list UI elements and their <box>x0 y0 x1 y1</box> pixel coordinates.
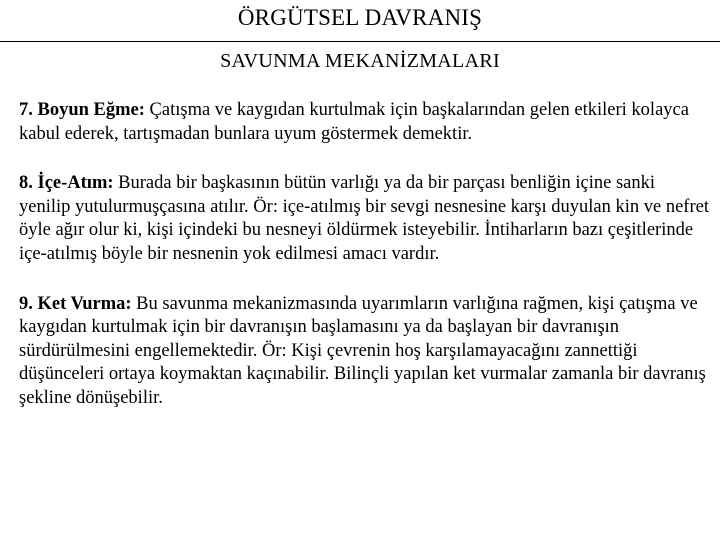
definition-text: Burada bir başkasının bütün varlığı ya da bir parçası benliğin içine sanki yenilip yutulurmuşçasına atılır. Ör: içe-atılmış bir sevgi nesnesine karşı duyulan kin ve nefret öyle ağır olur ki, kişi içindeki bu nesneyi öldürmek isteyebilir. İntiharların bazı çeşitlerinde içe-atılmış böyle bir nesnenin yok edilmesi amacı vardır. <box>19 173 709 264</box>
section-subtitle: SAVUNMA MEKANİZMALARI <box>220 50 500 72</box>
title-divider <box>0 41 720 42</box>
slide-header <box>0 0 720 44</box>
definitions-list <box>19 99 709 411</box>
definition-term: 9. Ket Vurma: <box>19 293 132 314</box>
definition-text: Bu savunma mekanizmasında uyarımların varlığına rağmen, kişi çatışma ve kaygıdan kurtulmak için bir davranışın başlamasını ya da başlayan bir davranışın sürdürülmesini engellemektedir. Ör: Kişi çevrenin hoş karşılamayacağını zannettiği düşünceleri ortaya koymaktan kaçınabilir. Bilinçli yapılan ket vurmalar zamanla bir davranış şekline dönüşebilir. <box>19 293 706 408</box>
definition-term: 8. İçe-Atım: <box>19 173 114 194</box>
definition-text: Çatışma ve kaygıdan kurtulmak için başkalarından gelen etkileri kolayca kabul ederek, tartışmadan bunlara uyum göstermek demektir. <box>19 100 689 144</box>
definition-item-ket-vurma <box>19 293 709 411</box>
definition-term: 7. Boyun Eğme: <box>19 100 145 120</box>
definition-item-ice-atim <box>19 172 709 266</box>
page-title: ÖRGÜTSEL DAVRANIŞ <box>237 5 483 30</box>
definition-item-boyun-egme <box>19 99 709 146</box>
